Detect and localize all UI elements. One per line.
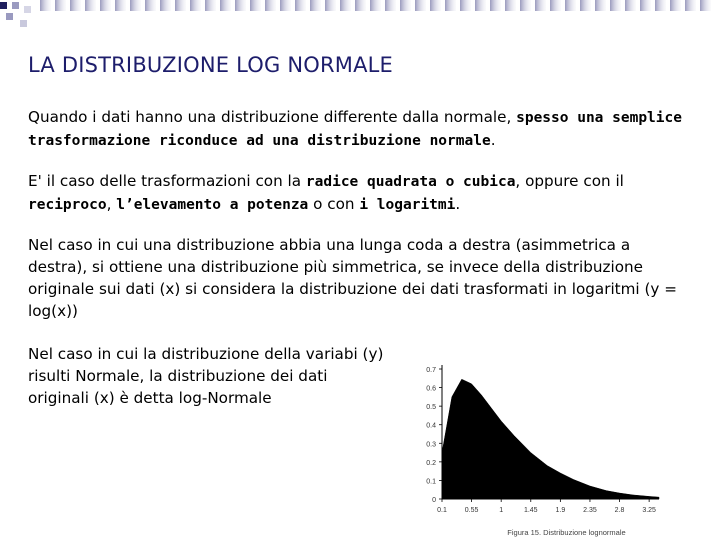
paragraph-intro xyxy=(28,106,688,152)
paragraph-lognormal: Nel caso in cui la distribuzione della variabi (y) risulti Normale, la distribuzione dei dati originali (x) è detta log-Normale xyxy=(28,345,384,407)
transform-bold-log: i logaritmi xyxy=(359,197,456,213)
density-area xyxy=(442,379,659,499)
y-tick-label: 0.5 xyxy=(426,404,436,412)
transform-text-5: . xyxy=(455,195,461,213)
slide-title: LA DISTRIBUZIONE LOG NORMALE xyxy=(28,53,394,77)
x-tick-label: 3.25 xyxy=(642,507,656,514)
y-tick-label: 0.7 xyxy=(426,367,436,374)
x-tick-label: 0.55 xyxy=(464,507,479,514)
transform-text-4: o con xyxy=(308,195,360,213)
x-tick-label: 2.8 xyxy=(614,507,625,514)
x-tick-label: 1.45 xyxy=(523,507,538,514)
intro-bold-1: spesso una semplice trasformazione riconduce ad una distribuzione normale xyxy=(28,110,682,149)
chart-caption: Figura 15. Distribuzione lognormale xyxy=(507,528,626,537)
x-tick-label: 0.1 xyxy=(437,507,447,514)
y-tick-label: 0.6 xyxy=(426,385,436,393)
transform-bold-root: radice quadrata o cubica xyxy=(305,174,516,190)
y-tick-label: 0.1 xyxy=(426,478,436,486)
x-tick-label: 1 xyxy=(499,507,504,514)
y-tick-label: 0 xyxy=(432,497,436,504)
transform-bold-reciprocal: reciproco xyxy=(28,197,107,213)
transform-text-3: , xyxy=(106,195,117,213)
intro-text-1: Quando i dati hanno una distribuzione differente dalla normale, xyxy=(28,108,517,126)
transform-text-2: , oppure con il xyxy=(515,172,624,190)
transform-bold-power: l’elevamento a potenza xyxy=(116,197,309,213)
header-decoration xyxy=(0,0,720,40)
paragraph-skewed: Nel caso in cui una distribuzione abbia una lunga coda a destra (asimmetrica a destra), si ottiene una distribuzione più simmetrica, se invece della distribuzione originale sui dati (x) si considera la distribuzione dei dati trasformati in logaritmi (y = log(x)) xyxy=(28,236,677,320)
transform-text-1: E' il caso delle trasformazioni con la xyxy=(28,172,306,190)
paragraph-transformations xyxy=(28,170,688,216)
x-tick-label: 1.9 xyxy=(555,507,566,514)
y-tick-label: 0.4 xyxy=(426,422,436,430)
y-tick-label: 0.2 xyxy=(426,459,436,467)
y-tick-label: 0.3 xyxy=(426,441,436,449)
intro-text-2: . xyxy=(490,131,496,149)
lognormal-chart xyxy=(406,356,666,540)
x-tick-label: 2.35 xyxy=(583,507,597,514)
